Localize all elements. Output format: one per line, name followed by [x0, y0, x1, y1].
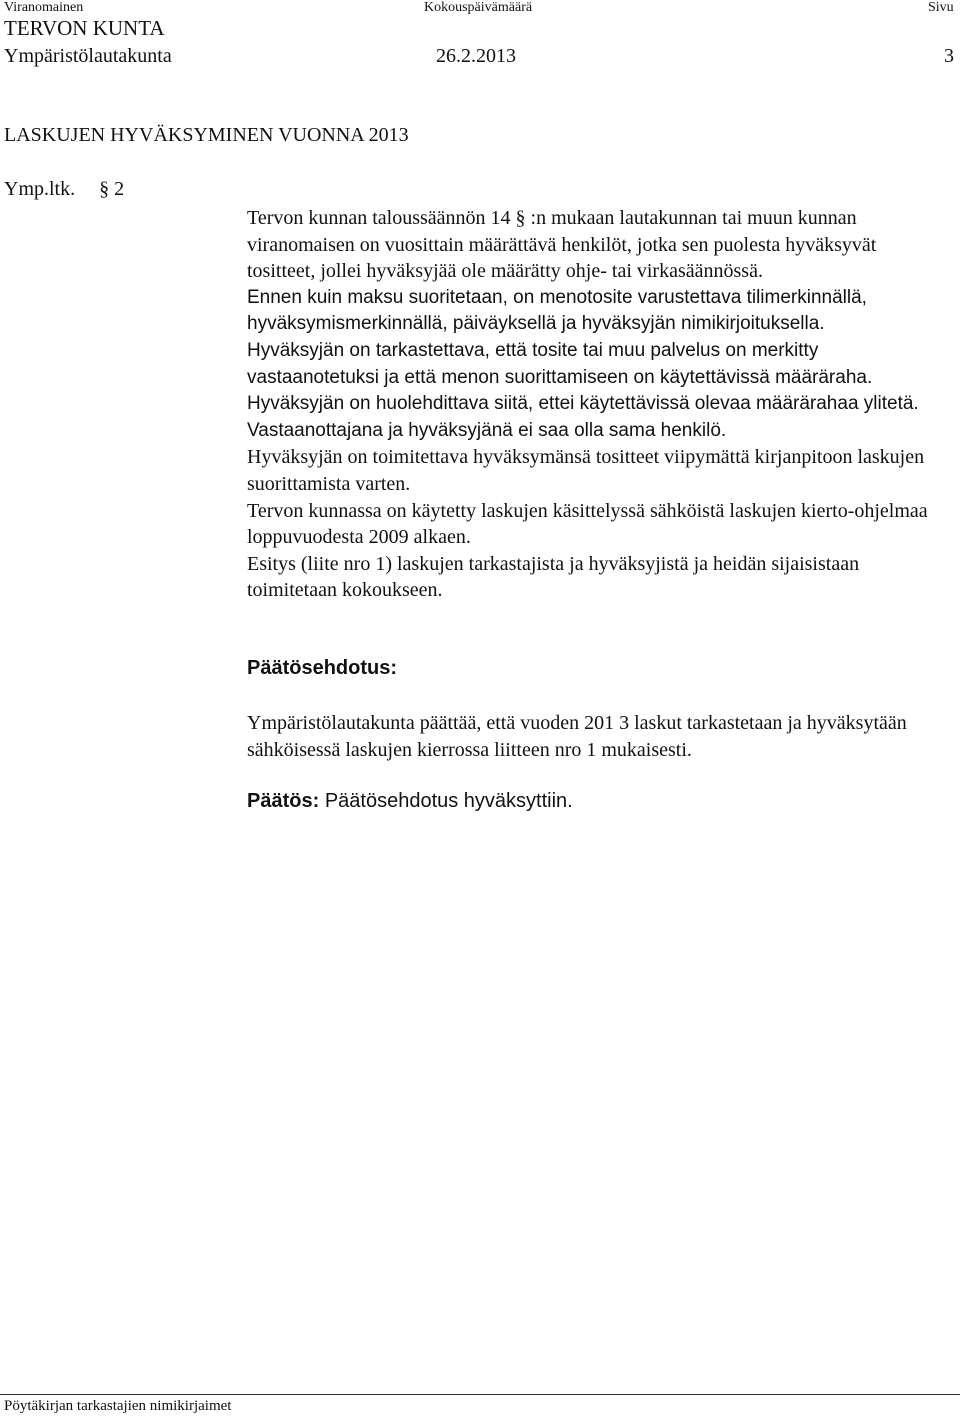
body-paragraph-2: Ennen kuin maksu suoritetaan, on menotosite varustettava tilimerkinnällä, hyväksymismerkinnällä, päiväyksellä ja hyväksyjän nimikirjoituksella.	[247, 286, 867, 335]
body-paragraph-7: Esitys (liite nro 1) laskujen tarkastajista ja hyväksyjistä ja heidän sijaisistaan toimitetaan kokoukseen.	[247, 552, 860, 602]
header-label-meeting-date: Kokouspäivämäärä	[424, 0, 533, 15]
meeting-date: 26.2.2013	[436, 45, 516, 67]
section-reference	[4, 178, 124, 201]
section-title: LASKUJEN HYVÄKSYMINEN VUONNA 2013	[4, 124, 409, 146]
body-paragraph-1: Tervon kunnan taloussäännön 14 § :n mukaan lautakunnan tai muun kunnan viranomaisen on vuosittain määrättävä henkilöt, jotka sen puolesta hyväksyvät tositteet, jollei hyväksyjää ole määrätty ohje- tai virkasäännössä.	[247, 207, 877, 283]
body-paragraph-5: Hyväksyjän on toimitettava hyväksymänsä tositteet viipymättä kirjanpitoon laskujen suorittamista varten.	[247, 446, 925, 495]
proposal-text: Ympäristölautakunta päättää, että vuoden 201 3 laskut tarkastetaan ja hyväksytään sähköisessä laskujen kierrossa liitteen nro 1 mukaisesti.	[247, 712, 907, 761]
body-paragraph-6: Tervon kunnassa on käytetty laskujen käsittelyssä sähköistä laskujen kierto-ohjelmaa loppuvuodesta 2009 alkaen.	[247, 499, 928, 549]
section-mark: §	[99, 178, 110, 200]
proposal-label: Päätösehdotus:	[247, 657, 398, 679]
body-text	[247, 205, 947, 604]
decision-text: Päätösehdotus hyväksyttiin.	[324, 790, 573, 812]
footer-text: Pöytäkirjan tarkastajien nimikirjaimet	[4, 1398, 232, 1414]
body-paragraph-4: Hyväksyjän on huolehdittava siitä, ettei käytettävissä olevaa määrärahaa ylitetä. Vastaanottajana ja hyväksyjänä ei saa olla sama henkilö.	[247, 393, 919, 441]
section-ref-number: 2	[114, 178, 125, 200]
body-name: Ympäristölautakunta	[4, 45, 172, 67]
footer-divider	[0, 1394, 960, 1395]
authority-name: TERVON KUNTA	[4, 16, 165, 40]
header-label-page: Sivu	[928, 0, 954, 15]
decision-label: Päätös:	[247, 790, 320, 812]
page-number: 3	[944, 45, 954, 67]
header-label-authority: Viranomainen	[4, 0, 84, 15]
section-ref-label: Ymp.ltk.	[4, 178, 76, 200]
body-paragraph-3: Hyväksyjän on tarkastettava, että tosite tai muu palvelus on merkitty vastaanotetuksi ja että menon suorittamiseen on käytettävissä määräraha.	[247, 339, 873, 388]
decision	[247, 790, 573, 813]
